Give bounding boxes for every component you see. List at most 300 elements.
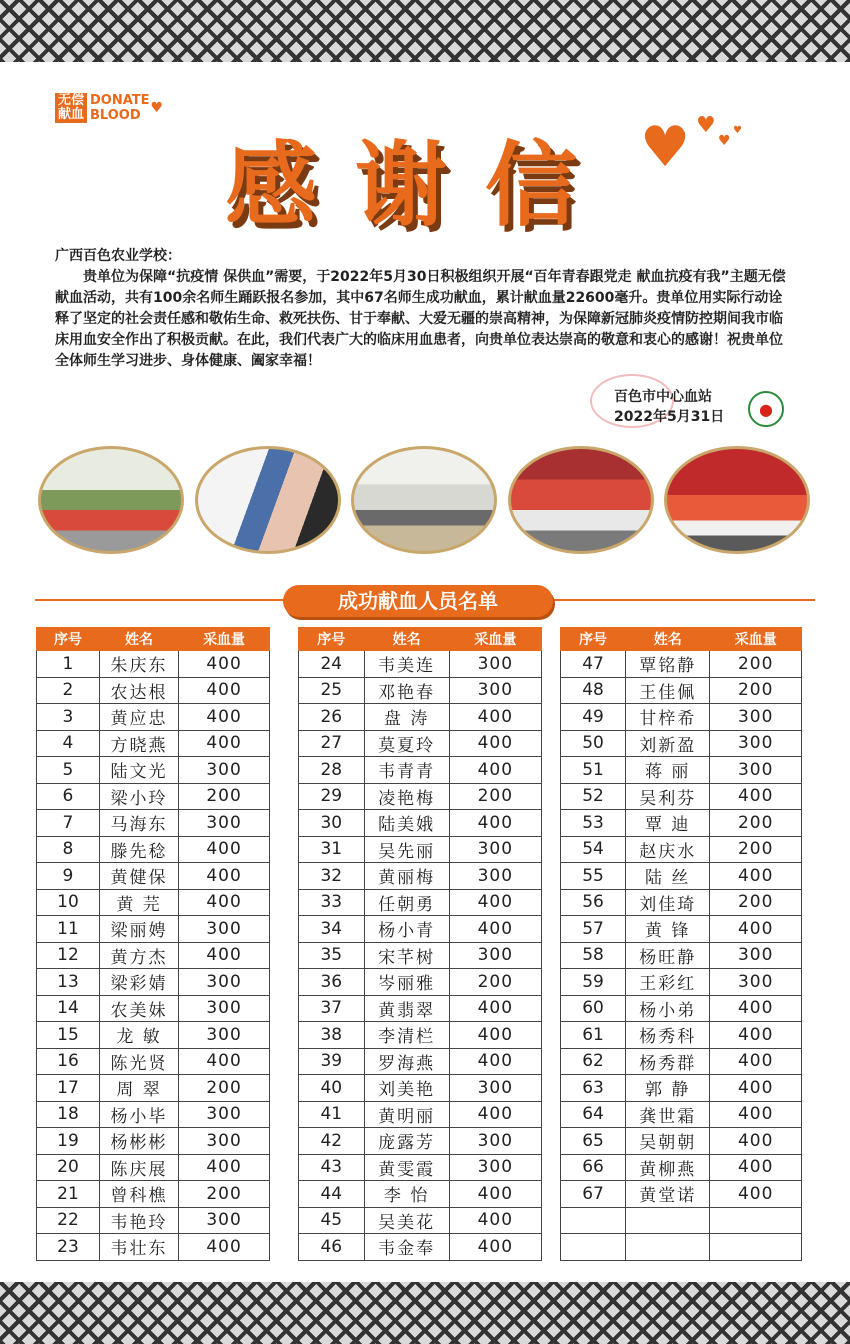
table-row <box>299 810 542 837</box>
table-row <box>299 1181 542 1208</box>
donor-volume: 300 <box>449 651 541 678</box>
table-row <box>299 1128 542 1155</box>
column-header: 采血量 <box>179 628 270 651</box>
donor-volume: 200 <box>710 889 802 916</box>
donor-number: 54 <box>561 836 626 863</box>
donor-name: 蒋 丽 <box>626 757 710 784</box>
table-row <box>561 916 802 943</box>
table-row <box>561 677 802 704</box>
donor-name: 甘梓希 <box>626 704 710 731</box>
donor-name: 周 翠 <box>99 1075 178 1102</box>
donor-number: 42 <box>299 1128 365 1155</box>
donor-volume: 300 <box>179 1207 270 1234</box>
donor-name: 覃 迪 <box>626 810 710 837</box>
table-row <box>561 1022 802 1049</box>
donor-volume: 300 <box>179 995 270 1022</box>
donor-name: 吴朝朝 <box>626 1128 710 1155</box>
donor-name: 宋芊树 <box>364 942 449 969</box>
donor-name: 黄 芫 <box>99 889 178 916</box>
donor-number: 49 <box>561 704 626 731</box>
column-header: 姓名 <box>626 628 710 651</box>
donor-name: 黄方杰 <box>99 942 178 969</box>
table-row <box>299 942 542 969</box>
donor-name: 杨小青 <box>364 916 449 943</box>
donor-number: 33 <box>299 889 365 916</box>
donor-name: 吴先丽 <box>364 836 449 863</box>
table-row <box>561 704 802 731</box>
table-row <box>561 757 802 784</box>
donor-volume: 300 <box>179 1101 270 1128</box>
donor-number: 5 <box>37 757 100 784</box>
donor-number: 9 <box>37 863 100 890</box>
donor-number: 38 <box>299 1022 365 1049</box>
donor-volume: 400 <box>710 1022 802 1049</box>
heart-icon: ♥ <box>696 113 716 138</box>
donor-number: 36 <box>299 969 365 996</box>
donor-name: 黄 锋 <box>626 916 710 943</box>
donor-number: 22 <box>37 1207 100 1234</box>
donor-volume: 400 <box>179 836 270 863</box>
table-row <box>299 704 542 731</box>
logo-en-top: DONATE <box>90 93 150 108</box>
donor-number: 27 <box>299 730 365 757</box>
donor-number: 16 <box>37 1048 100 1075</box>
donor-name: 邓艳春 <box>364 677 449 704</box>
table-row <box>561 1154 802 1181</box>
donor-name: 刘新盈 <box>626 730 710 757</box>
donor-number: 34 <box>299 916 365 943</box>
donor-name: 庞露芳 <box>364 1128 449 1155</box>
table-row <box>37 704 270 731</box>
donor-name: 农达根 <box>99 677 178 704</box>
column-header: 采血量 <box>449 628 541 651</box>
donor-volume: 400 <box>710 995 802 1022</box>
donor-volume: 300 <box>449 1154 541 1181</box>
donor-volume <box>710 1207 802 1234</box>
table-row <box>561 889 802 916</box>
donor-volume: 400 <box>449 995 541 1022</box>
table-row <box>561 942 802 969</box>
donor-volume: 400 <box>710 1181 802 1208</box>
column-header: 采血量 <box>710 628 802 651</box>
table-row <box>299 995 542 1022</box>
donor-volume: 300 <box>710 704 802 731</box>
donor-name: 黄堂诺 <box>626 1181 710 1208</box>
donor-number: 26 <box>299 704 365 731</box>
donor-volume: 300 <box>449 1128 541 1155</box>
donor-volume: 400 <box>179 1154 270 1181</box>
donor-name: 农美妹 <box>99 995 178 1022</box>
donor-volume: 200 <box>179 1075 270 1102</box>
table-row <box>299 783 542 810</box>
donor-name: 韦壮东 <box>99 1234 178 1261</box>
donor-name: 任朝勇 <box>364 889 449 916</box>
donor-number: 18 <box>37 1101 100 1128</box>
donor-name: 陆文光 <box>99 757 178 784</box>
table-row <box>299 1207 542 1234</box>
donor-name: 刘美艳 <box>364 1075 449 1102</box>
donor-volume: 400 <box>449 1207 541 1234</box>
donor-name: 朱庆东 <box>99 651 178 678</box>
donor-number: 51 <box>561 757 626 784</box>
page-title: 感谢信 <box>225 132 616 239</box>
table-row <box>561 651 802 678</box>
column-header: 姓名 <box>99 628 178 651</box>
donor-name: 陈光贤 <box>99 1048 178 1075</box>
donor-name: 黄应忠 <box>99 704 178 731</box>
donor-number: 31 <box>299 836 365 863</box>
donor-name: 黄翡翠 <box>364 995 449 1022</box>
letter-signature <box>614 387 724 427</box>
donor-name: 韦艳玲 <box>99 1207 178 1234</box>
donor-volume: 300 <box>449 1075 541 1102</box>
donor-name <box>626 1207 710 1234</box>
donor-name: 黄雯霞 <box>364 1154 449 1181</box>
heart-icon: ♥ <box>718 133 731 149</box>
table-row <box>561 1101 802 1128</box>
table-row <box>37 677 270 704</box>
donor-name: 黄丽梅 <box>364 863 449 890</box>
donor-volume: 400 <box>710 1154 802 1181</box>
letter-date: 2022年5月31日 <box>614 409 725 425</box>
table-header-row <box>299 628 542 651</box>
donor-table-2 <box>298 627 542 1261</box>
donor-number: 40 <box>299 1075 365 1102</box>
donor-number: 7 <box>37 810 100 837</box>
donor-name: 陆美娥 <box>364 810 449 837</box>
donor-volume: 300 <box>710 969 802 996</box>
table-row <box>37 1207 270 1234</box>
donor-volume: 200 <box>449 969 541 996</box>
photo <box>38 446 184 554</box>
donor-volume: 400 <box>710 1101 802 1128</box>
donor-number: 13 <box>37 969 100 996</box>
donor-name: 龚世霜 <box>626 1101 710 1128</box>
donor-number: 2 <box>37 677 100 704</box>
donor-number: 46 <box>299 1234 365 1261</box>
table-header-row <box>37 628 270 651</box>
donor-name: 方晓燕 <box>99 730 178 757</box>
table-row <box>37 1128 270 1155</box>
table-row <box>299 863 542 890</box>
donor-name: 郭 静 <box>626 1075 710 1102</box>
donor-number <box>561 1234 626 1261</box>
table-row <box>299 1048 542 1075</box>
donor-number: 19 <box>37 1128 100 1155</box>
table-row <box>299 1234 542 1261</box>
decorative-border-top <box>0 0 850 62</box>
donor-name: 韦美连 <box>364 651 449 678</box>
donor-number: 35 <box>299 942 365 969</box>
table-row <box>37 1101 270 1128</box>
donor-volume: 400 <box>449 889 541 916</box>
logo-en-bottom: BLOOD <box>90 108 141 123</box>
donor-number: 66 <box>561 1154 626 1181</box>
donor-volume: 400 <box>179 942 270 969</box>
donor-volume: 400 <box>179 889 270 916</box>
table-row <box>299 1101 542 1128</box>
table-row <box>37 1234 270 1261</box>
table-row <box>561 995 802 1022</box>
table-row <box>561 969 802 996</box>
table-row <box>299 757 542 784</box>
donor-name: 陈庆展 <box>99 1154 178 1181</box>
donor-volume: 300 <box>179 916 270 943</box>
blood-center-logo-icon: ● <box>748 391 784 427</box>
donor-number: 39 <box>299 1048 365 1075</box>
table-row <box>561 836 802 863</box>
donor-number: 24 <box>299 651 365 678</box>
donor-number: 64 <box>561 1101 626 1128</box>
donor-name: 杨彬彬 <box>99 1128 178 1155</box>
donor-volume: 400 <box>710 863 802 890</box>
table-row <box>37 863 270 890</box>
donor-name: 岑丽雅 <box>364 969 449 996</box>
donor-number: 20 <box>37 1154 100 1181</box>
column-header: 序号 <box>299 628 365 651</box>
donor-name: 陆 丝 <box>626 863 710 890</box>
table-row <box>561 1181 802 1208</box>
table-row <box>37 1048 270 1075</box>
donor-volume: 300 <box>449 677 541 704</box>
photo <box>351 446 497 554</box>
donor-table-1 <box>36 627 270 1261</box>
donor-number: 45 <box>299 1207 365 1234</box>
donor-number <box>561 1207 626 1234</box>
table-row <box>299 916 542 943</box>
donor-volume: 400 <box>710 1048 802 1075</box>
donor-number: 12 <box>37 942 100 969</box>
photo <box>664 446 810 554</box>
table-row <box>299 836 542 863</box>
table-row <box>37 995 270 1022</box>
donor-name: 曾科樵 <box>99 1181 178 1208</box>
letter-salutation: 广西百色农业学校： <box>55 248 181 264</box>
heart-icon: ♥ <box>150 100 164 116</box>
letter-text <box>55 246 790 372</box>
donor-volume: 300 <box>179 810 270 837</box>
donor-name: 马海东 <box>99 810 178 837</box>
donor-number: 44 <box>299 1181 365 1208</box>
donor-number: 62 <box>561 1048 626 1075</box>
donor-name: 覃铭静 <box>626 651 710 678</box>
column-header: 序号 <box>37 628 100 651</box>
donor-name: 韦金奉 <box>364 1234 449 1261</box>
table-row <box>37 942 270 969</box>
donor-volume: 200 <box>710 677 802 704</box>
donor-number: 50 <box>561 730 626 757</box>
donor-volume: 400 <box>710 1128 802 1155</box>
donor-number: 23 <box>37 1234 100 1261</box>
donor-name: 吴美花 <box>364 1207 449 1234</box>
donor-volume: 400 <box>179 704 270 731</box>
photo <box>508 446 654 554</box>
table-row <box>561 810 802 837</box>
donor-name: 杨小毕 <box>99 1101 178 1128</box>
donor-name: 王彩红 <box>626 969 710 996</box>
donor-number: 14 <box>37 995 100 1022</box>
decorative-border-bottom <box>0 1282 850 1344</box>
table-row <box>37 889 270 916</box>
donor-volume: 400 <box>449 704 541 731</box>
donor-number: 1 <box>37 651 100 678</box>
donor-volume: 400 <box>449 916 541 943</box>
donor-volume <box>710 1234 802 1261</box>
donor-name: 盘 涛 <box>364 704 449 731</box>
donor-volume: 200 <box>710 810 802 837</box>
donor-name: 杨秀科 <box>626 1022 710 1049</box>
donor-number: 8 <box>37 836 100 863</box>
donor-name: 杨小弟 <box>626 995 710 1022</box>
donor-name: 赵庆水 <box>626 836 710 863</box>
donor-number: 4 <box>37 730 100 757</box>
donor-volume: 200 <box>179 1181 270 1208</box>
donor-volume: 400 <box>449 757 541 784</box>
donor-name: 黄健保 <box>99 863 178 890</box>
donor-volume: 400 <box>449 810 541 837</box>
donor-number: 32 <box>299 863 365 890</box>
donor-number: 53 <box>561 810 626 837</box>
donor-number: 60 <box>561 995 626 1022</box>
donor-number: 17 <box>37 1075 100 1102</box>
donor-volume: 200 <box>710 836 802 863</box>
donor-volume: 200 <box>710 651 802 678</box>
donor-volume: 300 <box>179 969 270 996</box>
table-row <box>561 1048 802 1075</box>
donor-number: 15 <box>37 1022 100 1049</box>
donor-name: 梁小玲 <box>99 783 178 810</box>
table-row <box>37 1022 270 1049</box>
donor-number: 37 <box>299 995 365 1022</box>
donor-number: 58 <box>561 942 626 969</box>
donor-name: 王佳佩 <box>626 677 710 704</box>
table-row <box>37 757 270 784</box>
donor-name: 韦青青 <box>364 757 449 784</box>
list-banner: 成功献血人员名单 <box>283 585 553 617</box>
donor-volume: 400 <box>179 1234 270 1261</box>
donor-number: 63 <box>561 1075 626 1102</box>
donor-number: 67 <box>561 1181 626 1208</box>
table-row <box>37 1154 270 1181</box>
table-row <box>299 1154 542 1181</box>
donor-volume: 300 <box>179 1022 270 1049</box>
donor-name: 吴利芬 <box>626 783 710 810</box>
donor-number: 59 <box>561 969 626 996</box>
letter-body: 贵单位为保障“抗疫情 保供血”需要，于2022年5月30日积极组织开展“百年青春跟党走 献血抗疫有我”主题无偿献血活动，共有100余名师生踊跃报名参加，其中67名师生成功献血，累计献血量22600毫升。贵单位用实际行动诠释了坚定的社会责任感和敬佑生命、救死扶伤、甘于奉献、大爱无疆的崇高精神，为保障新冠肺炎疫情防控期间我市临床用血安全作出了积极贡献。在此，我们代表广大的临床用血患者，向贵单位表达崇高的敬意和衷心的感谢！祝贵单位全体师生学习进步、身体健康、阖家幸福！ <box>55 269 786 369</box>
donor-name: 莫夏玲 <box>364 730 449 757</box>
table-row <box>37 1181 270 1208</box>
donor-volume: 400 <box>449 1101 541 1128</box>
donor-volume: 400 <box>179 863 270 890</box>
donor-number: 10 <box>37 889 100 916</box>
donor-number: 41 <box>299 1101 365 1128</box>
table-row <box>37 651 270 678</box>
table-header-row <box>561 628 802 651</box>
donor-name: 黄明丽 <box>364 1101 449 1128</box>
donor-number: 57 <box>561 916 626 943</box>
table-row <box>561 863 802 890</box>
donor-number: 6 <box>37 783 100 810</box>
donor-name: 罗海燕 <box>364 1048 449 1075</box>
donor-volume: 300 <box>449 942 541 969</box>
donor-volume: 300 <box>710 730 802 757</box>
donor-number: 56 <box>561 889 626 916</box>
table-row <box>561 1207 802 1234</box>
donor-number: 55 <box>561 863 626 890</box>
donor-volume: 400 <box>710 916 802 943</box>
donor-name: 梁彩婧 <box>99 969 178 996</box>
donor-number: 43 <box>299 1154 365 1181</box>
donor-volume: 200 <box>179 783 270 810</box>
signer: 百色市中心血站 <box>614 389 712 405</box>
donor-name: 滕先稔 <box>99 836 178 863</box>
donate-blood-logo <box>55 93 163 123</box>
donor-name: 杨秀群 <box>626 1048 710 1075</box>
table-row <box>37 916 270 943</box>
donor-name: 梁丽娉 <box>99 916 178 943</box>
table-row <box>299 889 542 916</box>
table-row <box>37 783 270 810</box>
table-row <box>299 651 542 678</box>
donor-volume: 300 <box>449 863 541 890</box>
donor-name: 凌艳梅 <box>364 783 449 810</box>
donor-number: 48 <box>561 677 626 704</box>
donor-name: 刘佳琦 <box>626 889 710 916</box>
donor-name <box>626 1234 710 1261</box>
donor-volume: 300 <box>710 942 802 969</box>
donor-volume: 400 <box>710 783 802 810</box>
donor-volume: 400 <box>179 651 270 678</box>
donor-number: 61 <box>561 1022 626 1049</box>
donor-number: 28 <box>299 757 365 784</box>
table-row <box>561 1128 802 1155</box>
donor-name: 杨旺静 <box>626 942 710 969</box>
donor-name: 李 怡 <box>364 1181 449 1208</box>
donor-number: 30 <box>299 810 365 837</box>
donor-volume: 200 <box>449 783 541 810</box>
table-row <box>299 969 542 996</box>
table-row <box>37 1075 270 1102</box>
donor-name: 黄柳燕 <box>626 1154 710 1181</box>
table-row <box>37 810 270 837</box>
donor-number: 52 <box>561 783 626 810</box>
table-row <box>561 783 802 810</box>
table-row <box>561 1234 802 1261</box>
table-row <box>37 969 270 996</box>
donor-volume: 300 <box>449 836 541 863</box>
donor-volume: 400 <box>179 730 270 757</box>
donor-number: 11 <box>37 916 100 943</box>
donor-name: 龙 敏 <box>99 1022 178 1049</box>
column-header: 序号 <box>561 628 626 651</box>
donor-number: 25 <box>299 677 365 704</box>
donor-volume: 400 <box>179 1048 270 1075</box>
heart-icon: ♥ <box>733 125 742 136</box>
photo <box>195 446 341 554</box>
donor-table-3 <box>560 627 802 1261</box>
donor-number: 3 <box>37 704 100 731</box>
logo-cn: 无偿献血 <box>55 93 87 123</box>
donor-volume: 300 <box>179 1128 270 1155</box>
table-row <box>299 1022 542 1049</box>
photo-strip <box>38 446 810 554</box>
donor-volume: 400 <box>710 1075 802 1102</box>
table-row <box>561 1075 802 1102</box>
donor-volume: 300 <box>710 757 802 784</box>
table-row <box>299 677 542 704</box>
heart-icon: ♥ <box>640 115 691 180</box>
donor-number: 29 <box>299 783 365 810</box>
